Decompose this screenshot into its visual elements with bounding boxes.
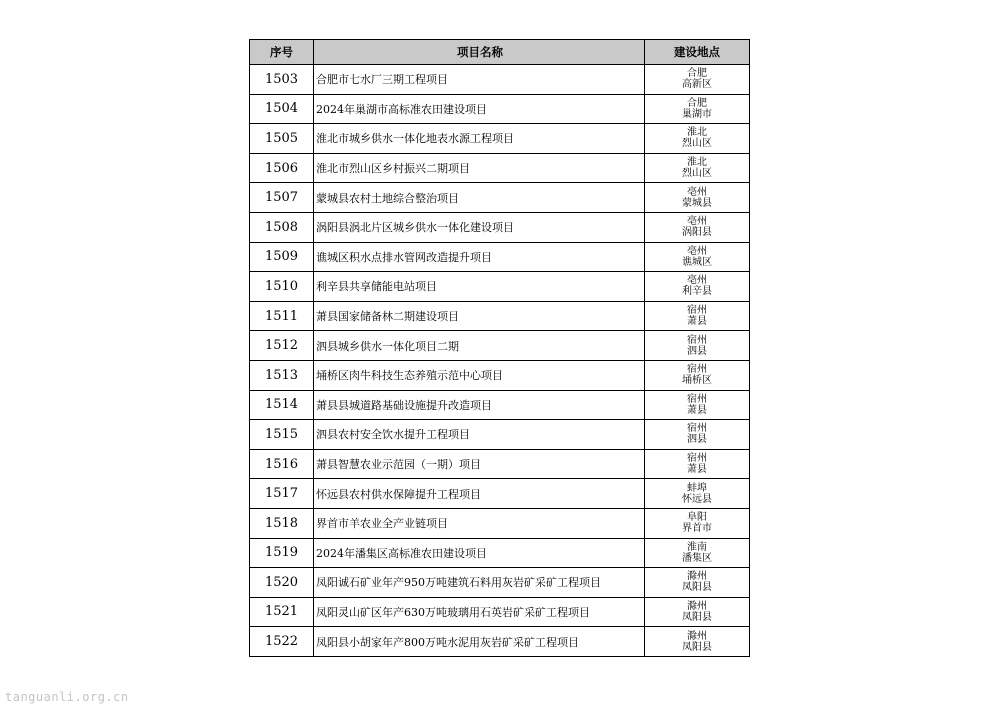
table-header: [250, 40, 750, 65]
project-name-cell: 淮北市烈山区乡村振兴二期项目: [314, 153, 645, 183]
header-project-name: 项目名称: [314, 40, 645, 65]
project-name-cell: 泗县城乡供水一体化项目二期: [314, 331, 645, 361]
location-cell: [645, 301, 750, 331]
location-city: 宿州: [687, 423, 707, 435]
location-city: 蚌埠: [687, 482, 707, 494]
location-cell: [645, 360, 750, 390]
location-cell: [645, 479, 750, 509]
location-district: 潘集区: [682, 552, 712, 564]
table-row: [250, 597, 750, 627]
serial-number-cell: 1509: [250, 242, 314, 272]
location-cell: [645, 508, 750, 538]
location-cell: [645, 242, 750, 272]
location-cell: [645, 94, 750, 124]
table-row: [250, 360, 750, 390]
location-city: 合肥: [687, 68, 707, 80]
location-city: 亳州: [687, 275, 707, 287]
location-district: 巢湖市: [682, 108, 712, 120]
location-city: 亳州: [687, 245, 707, 257]
header-location: 建设地点: [645, 40, 750, 65]
location-district: 凤阳县: [682, 641, 712, 653]
table-row: [250, 568, 750, 598]
serial-number-cell: 1510: [250, 272, 314, 302]
location-district: 埇桥区: [682, 375, 712, 387]
project-name-cell: 凤阳诚石矿业年产950万吨建筑石料用灰岩矿采矿工程项目: [314, 568, 645, 598]
location-cell: [645, 538, 750, 568]
serial-number-cell: 1505: [250, 124, 314, 154]
table-row: [250, 65, 750, 95]
table-row: [250, 212, 750, 242]
table-row: [250, 242, 750, 272]
serial-number-cell: 1508: [250, 212, 314, 242]
location-city: 宿州: [687, 364, 707, 376]
location-city: 宿州: [687, 305, 707, 317]
project-name-cell: 界首市羊农业全产业链项目: [314, 508, 645, 538]
location-city: 合肥: [687, 97, 707, 109]
serial-number-cell: 1521: [250, 597, 314, 627]
project-name-cell: 凤阳县小胡家年产800万吨水泥用灰岩矿采矿工程项目: [314, 627, 645, 657]
table-row: [250, 508, 750, 538]
serial-number-cell: 1514: [250, 390, 314, 420]
table-row: [250, 479, 750, 509]
location-city: 滁州: [687, 600, 707, 612]
location-district: 蒙城县: [682, 197, 712, 209]
location-district: 泗县: [687, 345, 707, 357]
location-district: 萧县: [687, 316, 707, 328]
project-name-cell: 合肥市七水厂三期工程项目: [314, 65, 645, 95]
location-city: 阜阳: [687, 512, 707, 524]
location-district: 烈山区: [682, 168, 712, 180]
location-city: 淮北: [687, 127, 707, 139]
serial-number-cell: 1503: [250, 65, 314, 95]
location-district: 凤阳县: [682, 611, 712, 623]
serial-number-cell: 1517: [250, 479, 314, 509]
table-row: [250, 272, 750, 302]
location-city: 滁州: [687, 630, 707, 642]
location-district: 界首市: [682, 523, 712, 535]
location-cell: [645, 568, 750, 598]
location-district: 萧县: [687, 464, 707, 476]
project-name-cell: 埇桥区肉牛科技生态养殖示范中心项目: [314, 360, 645, 390]
project-name-cell: 萧县国家储备林二期建设项目: [314, 301, 645, 331]
project-name-cell: 怀远县农村供水保障提升工程项目: [314, 479, 645, 509]
project-name-cell: 淮北市城乡供水一体化地表水源工程项目: [314, 124, 645, 154]
location-city: 淮北: [687, 157, 707, 169]
project-name-cell: 2024年巢湖市高标准农田建设项目: [314, 94, 645, 124]
project-name-cell: 2024年潘集区高标准农田建设项目: [314, 538, 645, 568]
serial-number-cell: 1512: [250, 331, 314, 361]
project-name-cell: 凤阳灵山矿区年产630万吨玻璃用石英岩矿采矿工程项目: [314, 597, 645, 627]
watermark: tanguanli.org.cn: [5, 690, 129, 704]
location-district: 高新区: [682, 79, 712, 91]
project-name-cell: 谯城区积水点排水管网改造提升项目: [314, 242, 645, 272]
table-row: [250, 449, 750, 479]
location-district: 萧县: [687, 404, 707, 416]
location-cell: [645, 65, 750, 95]
project-name-cell: 涡阳县涡北片区城乡供水一体化建设项目: [314, 212, 645, 242]
table-row: [250, 183, 750, 213]
location-city: 宿州: [687, 453, 707, 465]
project-name-cell: 泗县农村安全饮水提升工程项目: [314, 420, 645, 450]
header-row: [250, 40, 750, 65]
location-district: 凤阳县: [682, 582, 712, 594]
location-cell: [645, 449, 750, 479]
location-cell: [645, 183, 750, 213]
serial-number-cell: 1516: [250, 449, 314, 479]
location-cell: [645, 153, 750, 183]
location-district: 怀远县: [682, 493, 712, 505]
table-row: [250, 153, 750, 183]
location-city: 亳州: [687, 216, 707, 228]
table-row: [250, 420, 750, 450]
project-table: [249, 39, 750, 657]
serial-number-cell: 1511: [250, 301, 314, 331]
header-serial-number: 序号: [250, 40, 314, 65]
location-cell: [645, 124, 750, 154]
table-row: [250, 390, 750, 420]
serial-number-cell: 1522: [250, 627, 314, 657]
project-name-cell: 蒙城县农村土地综合整治项目: [314, 183, 645, 213]
serial-number-cell: 1506: [250, 153, 314, 183]
location-cell: [645, 420, 750, 450]
serial-number-cell: 1507: [250, 183, 314, 213]
location-district: 利辛县: [682, 286, 712, 298]
location-district: 烈山区: [682, 138, 712, 150]
table-row: [250, 124, 750, 154]
table-row: [250, 627, 750, 657]
project-name-cell: 利辛县共享储能电站项目: [314, 272, 645, 302]
location-district: 涡阳县: [682, 227, 712, 239]
location-district: 谯城区: [682, 256, 712, 268]
location-city: 淮南: [687, 541, 707, 553]
serial-number-cell: 1504: [250, 94, 314, 124]
location-city: 宿州: [687, 393, 707, 405]
table-row: [250, 301, 750, 331]
location-cell: [645, 212, 750, 242]
table-row: [250, 331, 750, 361]
table-body: [250, 65, 750, 657]
location-cell: [645, 390, 750, 420]
location-city: 滁州: [687, 571, 707, 583]
location-city: 宿州: [687, 334, 707, 346]
location-cell: [645, 272, 750, 302]
location-city: 亳州: [687, 186, 707, 198]
table-row: [250, 538, 750, 568]
location-cell: [645, 331, 750, 361]
location-district: 泗县: [687, 434, 707, 446]
location-cell: [645, 627, 750, 657]
project-name-cell: 萧县县城道路基础设施提升改造项目: [314, 390, 645, 420]
serial-number-cell: 1515: [250, 420, 314, 450]
serial-number-cell: 1513: [250, 360, 314, 390]
serial-number-cell: 1518: [250, 508, 314, 538]
serial-number-cell: 1519: [250, 538, 314, 568]
table-row: [250, 94, 750, 124]
project-name-cell: 萧县智慧农业示范园（一期）项目: [314, 449, 645, 479]
location-cell: [645, 597, 750, 627]
serial-number-cell: 1520: [250, 568, 314, 598]
